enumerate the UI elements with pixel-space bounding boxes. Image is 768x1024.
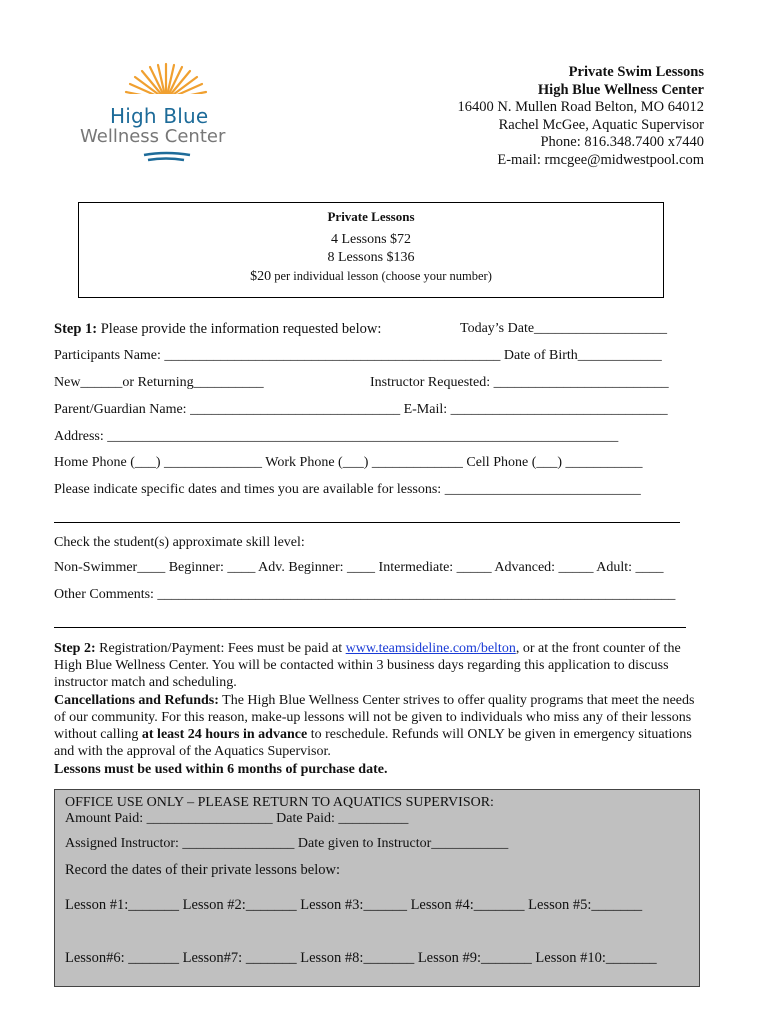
- org-address: 16400 N. Mullen Road Belton, MO 64012: [457, 99, 704, 115]
- pricing-8-lessons: 8 Lessons $136: [327, 250, 415, 265]
- record-dates-prompt: Record the dates of their private lessons below:: [65, 862, 341, 878]
- assigned-instructor-field[interactable]: Assigned Instructor: ________________ Date given to Instructor___________: [65, 836, 509, 851]
- header-contact: [458, 64, 705, 169]
- cancellation-text-b: to reschedule. Refunds will ONLY be given in emergency situations and with the approval of the Aquatics Supervisor.: [54, 727, 692, 759]
- contact-person: Rachel McGee, Aquatic Supervisor: [498, 116, 704, 133]
- water-waves-icon: [78, 150, 258, 170]
- availability-extra-line[interactable]: [54, 522, 680, 523]
- cancellation-text-a: The High Blue Wellness Center strives to offer quality programs that meet the needs of our community. For this reason, make-up lessons will not be given to individuals who miss any of their lessons without calling: [54, 693, 695, 742]
- step1-label: Step 1:: [54, 321, 98, 337]
- participants-name-field[interactable]: Participants Name: ________________________________________________ Date of Birth____________: [54, 348, 662, 363]
- cancellation-policy: [54, 692, 696, 760]
- logo-text-wellness: Wellness Center: [80, 126, 226, 147]
- lesson-dates-row-2[interactable]: Lesson#6: _______ Lesson#7: _______ Lesson #8:_______ Lesson #9:_______ Lesson #10:_______: [65, 950, 657, 966]
- contact-email: E-mail: rmcgee@midwestpool.com: [497, 151, 704, 168]
- cancellation-notice-bold: at least 24 hours in advance: [141, 727, 308, 742]
- parent-guardian-field[interactable]: Parent/Guardian Name: ______________________________ E-Mail: _______________________________: [54, 402, 668, 417]
- instructor-requested-field[interactable]: Instructor Requested: _________________________: [370, 375, 669, 390]
- step2-registration: [54, 640, 696, 691]
- todays-date-field[interactable]: Today’s Date___________________: [460, 321, 668, 336]
- sun-rays-icon: [78, 60, 258, 110]
- lesson-expiry-note: Lessons must be used within 6 months of purchase date.: [54, 762, 388, 777]
- step2-text-a: Registration/Payment: Fees must be paid at: [95, 641, 346, 656]
- registration-link[interactable]: www.teamsideline.com/belton: [345, 641, 516, 656]
- logo: [78, 60, 258, 170]
- address-field[interactable]: Address: _________________________________________________________________________: [54, 429, 619, 444]
- amount-paid-field[interactable]: Amount Paid: __________________ Date Paid: __________: [65, 811, 409, 826]
- skill-level-fields[interactable]: Non-Swimmer____ Beginner: ____ Adv. Beginner: ____ Intermediate: _____ Advanced: _____ Adult: ____: [54, 560, 664, 575]
- other-comments-field[interactable]: Other Comments: __________________________________________________________________________: [54, 587, 676, 602]
- availability-field[interactable]: Please indicate specific dates and times you are available for lessons: ____________________________: [54, 482, 641, 497]
- step1-text: Please provide the information requested below:: [97, 321, 382, 337]
- pricing-individual-text: per individual lesson (choose your number): [271, 269, 492, 283]
- cancellation-label: Cancellations and Refunds:: [54, 693, 219, 708]
- skill-level-prompt: Check the student(s) approximate skill level:: [54, 535, 305, 550]
- pricing-title: Private Lessons: [327, 209, 415, 224]
- comments-extra-line[interactable]: [54, 627, 686, 628]
- phone-fields[interactable]: Home Phone (___) ______________ Work Phone (___) _____________ Cell Phone (___) ___________: [54, 455, 643, 470]
- new-or-returning-field[interactable]: New______or Returning__________: [54, 375, 264, 390]
- step2-label: Step 2:: [54, 641, 96, 656]
- pricing-4-lessons: 4 Lessons $72: [330, 232, 412, 247]
- step2-text-b: , or at the front counter of the High Blue Wellness Center. You will be contacted within 3 business days regarding this application to discuss instructor match and scheduling.: [54, 641, 681, 690]
- step1-intro: [54, 321, 381, 338]
- office-use-box: [54, 789, 700, 987]
- logo-text-high-blue: High Blue: [110, 104, 209, 128]
- form-title: Private Swim Lessons: [568, 64, 704, 80]
- pricing-individual-price: $20: [250, 269, 272, 284]
- lesson-dates-row-1[interactable]: Lesson #1:_______ Lesson #2:_______ Lesson #3:______ Lesson #4:_______ Lesson #5:_______: [65, 897, 643, 913]
- pricing-box: [78, 202, 664, 298]
- contact-phone: Phone: 816.348.7400 x7440: [540, 134, 704, 150]
- pricing-individual: [79, 267, 663, 286]
- org-name: High Blue Wellness Center: [537, 81, 704, 98]
- office-title: OFFICE USE ONLY – PLEASE RETURN TO AQUATICS SUPERVISOR:: [65, 795, 494, 810]
